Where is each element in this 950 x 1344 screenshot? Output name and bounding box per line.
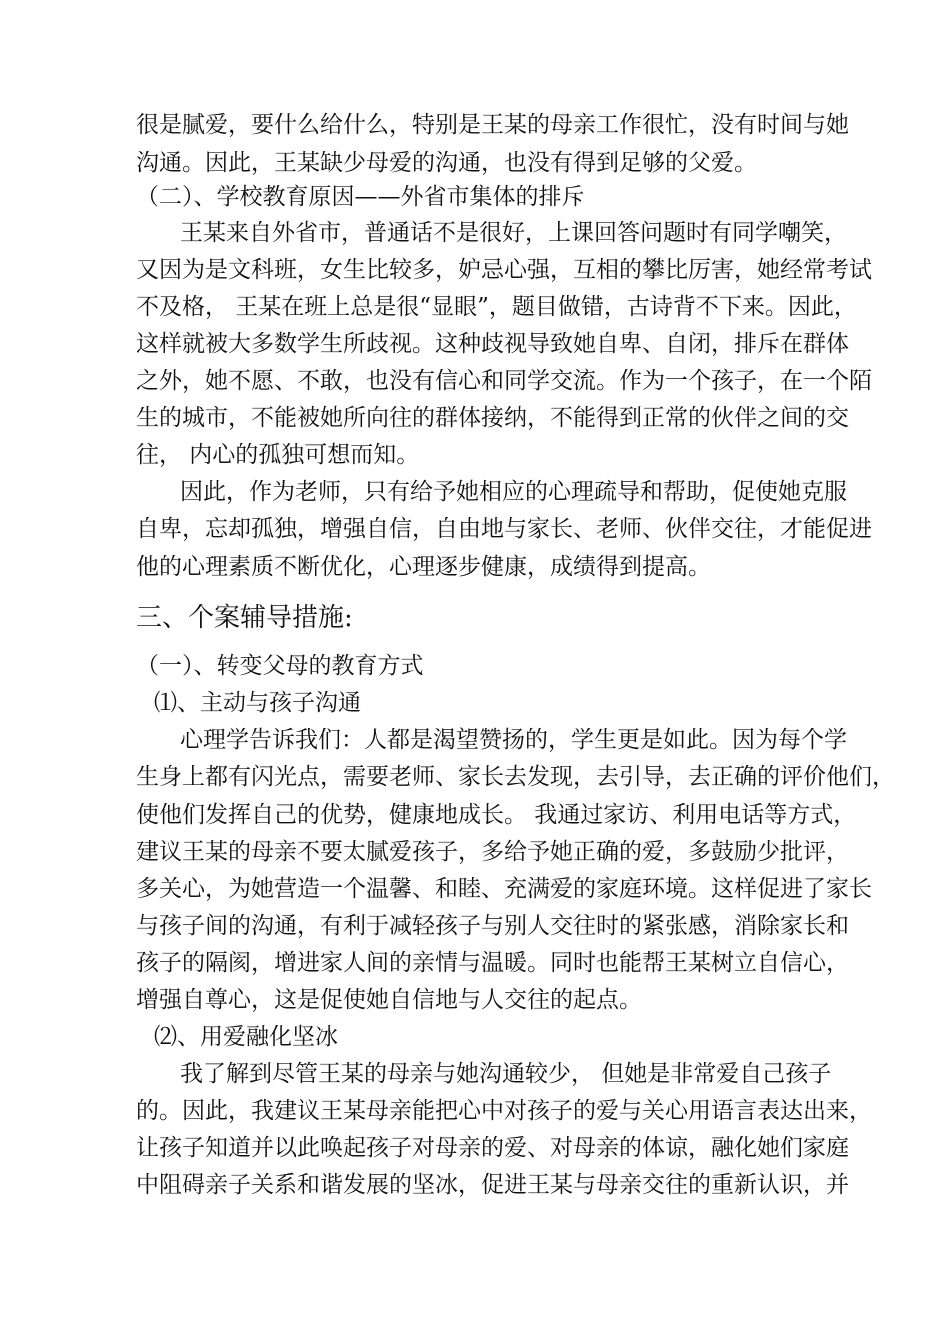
paragraph-line: 不及格， 王某在班上总是很“显眼”，题目做错，古诗背不下来。因此， xyxy=(136,294,857,320)
paragraph-line: 与孩子间的沟通，有利于减轻孩子与别人交往时的紧张感，消除家长和 xyxy=(136,913,849,939)
paragraph-line: 多关心，为她营造一个温馨、和睦、充满爱的家庭环境。这样促进了家长 xyxy=(136,876,872,902)
paragraph-line: 建议王某的母亲不要太腻爱孩子，多给予她正确的爱，多鼓励少批评， xyxy=(136,839,849,865)
section-heading: 三、个案辅导措施: xyxy=(136,603,353,633)
paragraph-line: 他的心理素质不断优化，心理逐步健康，成绩得到提高。 xyxy=(136,554,711,580)
paragraph-line: 因此，作为老师，只有给予她相应的心理疏导和帮助，促使她克服 xyxy=(180,479,847,505)
paragraph-line: 这样就被大多数学生所歧视。这种歧视导致她自卑、自闭，排斥在群体 xyxy=(136,331,849,357)
paragraph-line: 又因为是文科班，女生比较多，妒忌心强，互相的攀比厉害，她经常考试 xyxy=(136,257,872,283)
paragraph-line: 往， 内心的孤独可想而知。 xyxy=(136,442,420,468)
paragraph-line: 沟通。因此，王某缺少母爱的沟通，也没有得到足够的父爱。 xyxy=(136,150,757,176)
paragraph-line: 孩子的隔阂，增进家人间的亲情与温暖。同时也能帮王某树立自信心， xyxy=(136,950,849,976)
paragraph-line: 王某来自外省市，普通话不是很好，上课回答问题时有同学嘲笑， xyxy=(180,220,847,246)
paragraph-line: 生的城市，不能被她所向往的群体接纳，不能得到正常的伙伴之间的交 xyxy=(136,405,849,431)
paragraph-line: 增强自尊心，这是促使她自信地与人交往的起点。 xyxy=(136,987,642,1013)
paragraph-line: 让孩子知道并以此唤起孩子对母亲的爱、对母亲的体谅，融化她们家庭 xyxy=(136,1135,849,1161)
paragraph-line: 我了解到尽管王某的母亲与她沟通较少， 但她是非常爱自己孩子 xyxy=(180,1061,832,1087)
paragraph-line: 使他们发挥自己的优势，健康地成长。 我通过家访、利用电话等方式， xyxy=(136,802,857,828)
item-heading: ⑵、用爱融化坚冰 xyxy=(154,1024,338,1050)
paragraph-line: 之外，她不愿、不敢，也没有信心和同学交流。作为一个孩子，在一个陌 xyxy=(136,368,872,394)
paragraph-line: 中阻碍亲子关系和谐发展的坚冰，促进王某与母亲交往的重新认识，并 xyxy=(136,1172,849,1198)
section-subheading: （二）、学校教育原因——外省市集体的排斥 xyxy=(136,184,585,210)
paragraph-line: 的。因此，我建议王某母亲能把心中对孩子的爱与关心用语言表达出来， xyxy=(136,1098,872,1124)
item-heading: ⑴、主动与孩子沟通 xyxy=(154,690,361,716)
section-subheading: （一）、转变父母的教育方式 xyxy=(136,653,424,679)
paragraph-line: 自卑，忘却孤独，增强自信，自由地与家长、老师、伙伴交往，才能促进 xyxy=(136,516,872,542)
paragraph-line: 生身上都有闪光点，需要老师、家长去发现，去引导，去正确的评价他们， xyxy=(136,764,895,790)
paragraph-line: 很是腻爱，要什么给什么，特别是王某的母亲工作很忙，没有时间与她 xyxy=(136,112,849,138)
paragraph-line: 心理学告诉我们：人都是渴望赞扬的，学生更是如此。因为每个学 xyxy=(180,727,847,753)
